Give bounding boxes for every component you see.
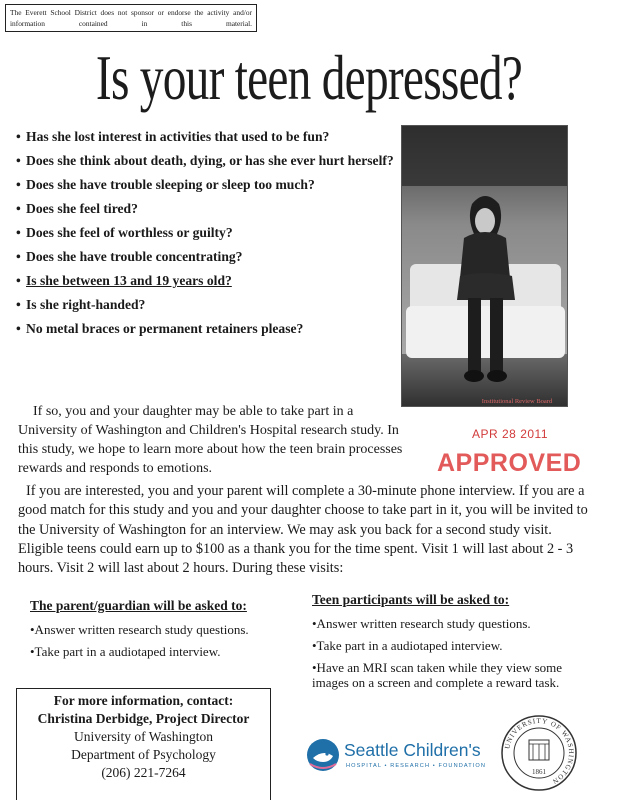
- disclaimer-text: The Everett School District does not sponsor or endorse the activity and/or information contained in this material.: [10, 8, 252, 28]
- question-item: • Does she feel tired?: [16, 200, 396, 217]
- question-item: • Does she have trouble sleeping or sleep too much?: [16, 176, 396, 193]
- question-item-age: • Is she between 13 and 19 years old?: [16, 272, 396, 289]
- page-title: Is your teen depressed?: [95, 42, 523, 113]
- question-item: • Has she lost interest in activities that used to be fun?: [16, 128, 396, 145]
- teen-list: [312, 616, 582, 690]
- question-item: • Does she think about death, dying, or has she ever hurt herself?: [16, 152, 396, 169]
- contact-box: [16, 688, 271, 800]
- parent-list: [30, 622, 295, 659]
- question-item: • Does she feel of worthless or guilty?: [16, 224, 396, 241]
- approved-stamp: APPROVED: [437, 449, 582, 477]
- seattle-childrens-logo: [306, 736, 496, 776]
- intro-paragraph: If so, you and your daughter may be able to take part in a University of Washington and Children's Hospital research study. In this study, we hope to learn more about how the teen brain processes rewards and responds to emotions.: [18, 404, 403, 476]
- screening-questions: [16, 128, 396, 344]
- question-item: • No metal braces or permanent retainers please?: [16, 320, 396, 337]
- list-item: •Answer written research study questions.: [312, 616, 531, 631]
- teen-section: [312, 592, 582, 697]
- contact-dept: Department of Psychology: [71, 747, 216, 762]
- contact-heading: For more information, contact:: [53, 693, 234, 708]
- approval-date: APR 28 2011: [472, 427, 548, 441]
- teen-heading: Teen participants will be asked to:: [312, 592, 510, 607]
- university-seal-icon: [500, 714, 578, 792]
- svg-text:UNIVERSITY OF WASHINGTON: UNIVERSITY OF WASHINGTON: [503, 716, 576, 786]
- list-item: •Have an MRI scan taken while they view some images on a screen and complete a reward task.: [312, 660, 563, 690]
- svg-text:1861: 1861: [532, 768, 546, 776]
- list-item: •Take part in a audiotaped interview.: [312, 638, 503, 653]
- logo-tagline: HOSPITAL • RESEARCH • FOUNDATION: [346, 763, 487, 769]
- question-item: • Does she have trouble concentrating?: [16, 248, 396, 265]
- list-item: •Answer written research study questions.: [30, 622, 249, 637]
- logo-name: Seattle Children's: [344, 740, 481, 760]
- contact-phone: (206) 221-7264: [101, 765, 186, 780]
- list-item: •Take part in a audiotaped interview.: [30, 644, 221, 659]
- irb-stamp-text: Institutional Review Board: [481, 398, 553, 405]
- details-paragraph: If you are interested, you and your parent will complete a 30-minute phone interview. If you are a good match for this study and you and your daughter choose to take part in it, you will be invited to the University of Washington for an interview. We may ask you back for a second study visit. Eligible teens could earn up to $100 as a thank you for the time spent. Visit 1 will last about 2 - 3 hours. Visit 2 will last about 2 hours. During these visits:: [18, 483, 588, 577]
- parent-heading: The parent/guardian will be asked to:: [30, 598, 247, 613]
- parent-section: [30, 598, 295, 666]
- contact-name: Christina Derbidge, Project Director: [37, 711, 250, 726]
- teen-photo-illustration: [402, 126, 568, 407]
- question-item: • Is she right-handed?: [16, 296, 396, 313]
- teen-photo: [401, 125, 568, 407]
- contact-org: University of Washington: [74, 729, 213, 744]
- disclaimer-box: [5, 4, 257, 32]
- whale-icon: [306, 738, 340, 772]
